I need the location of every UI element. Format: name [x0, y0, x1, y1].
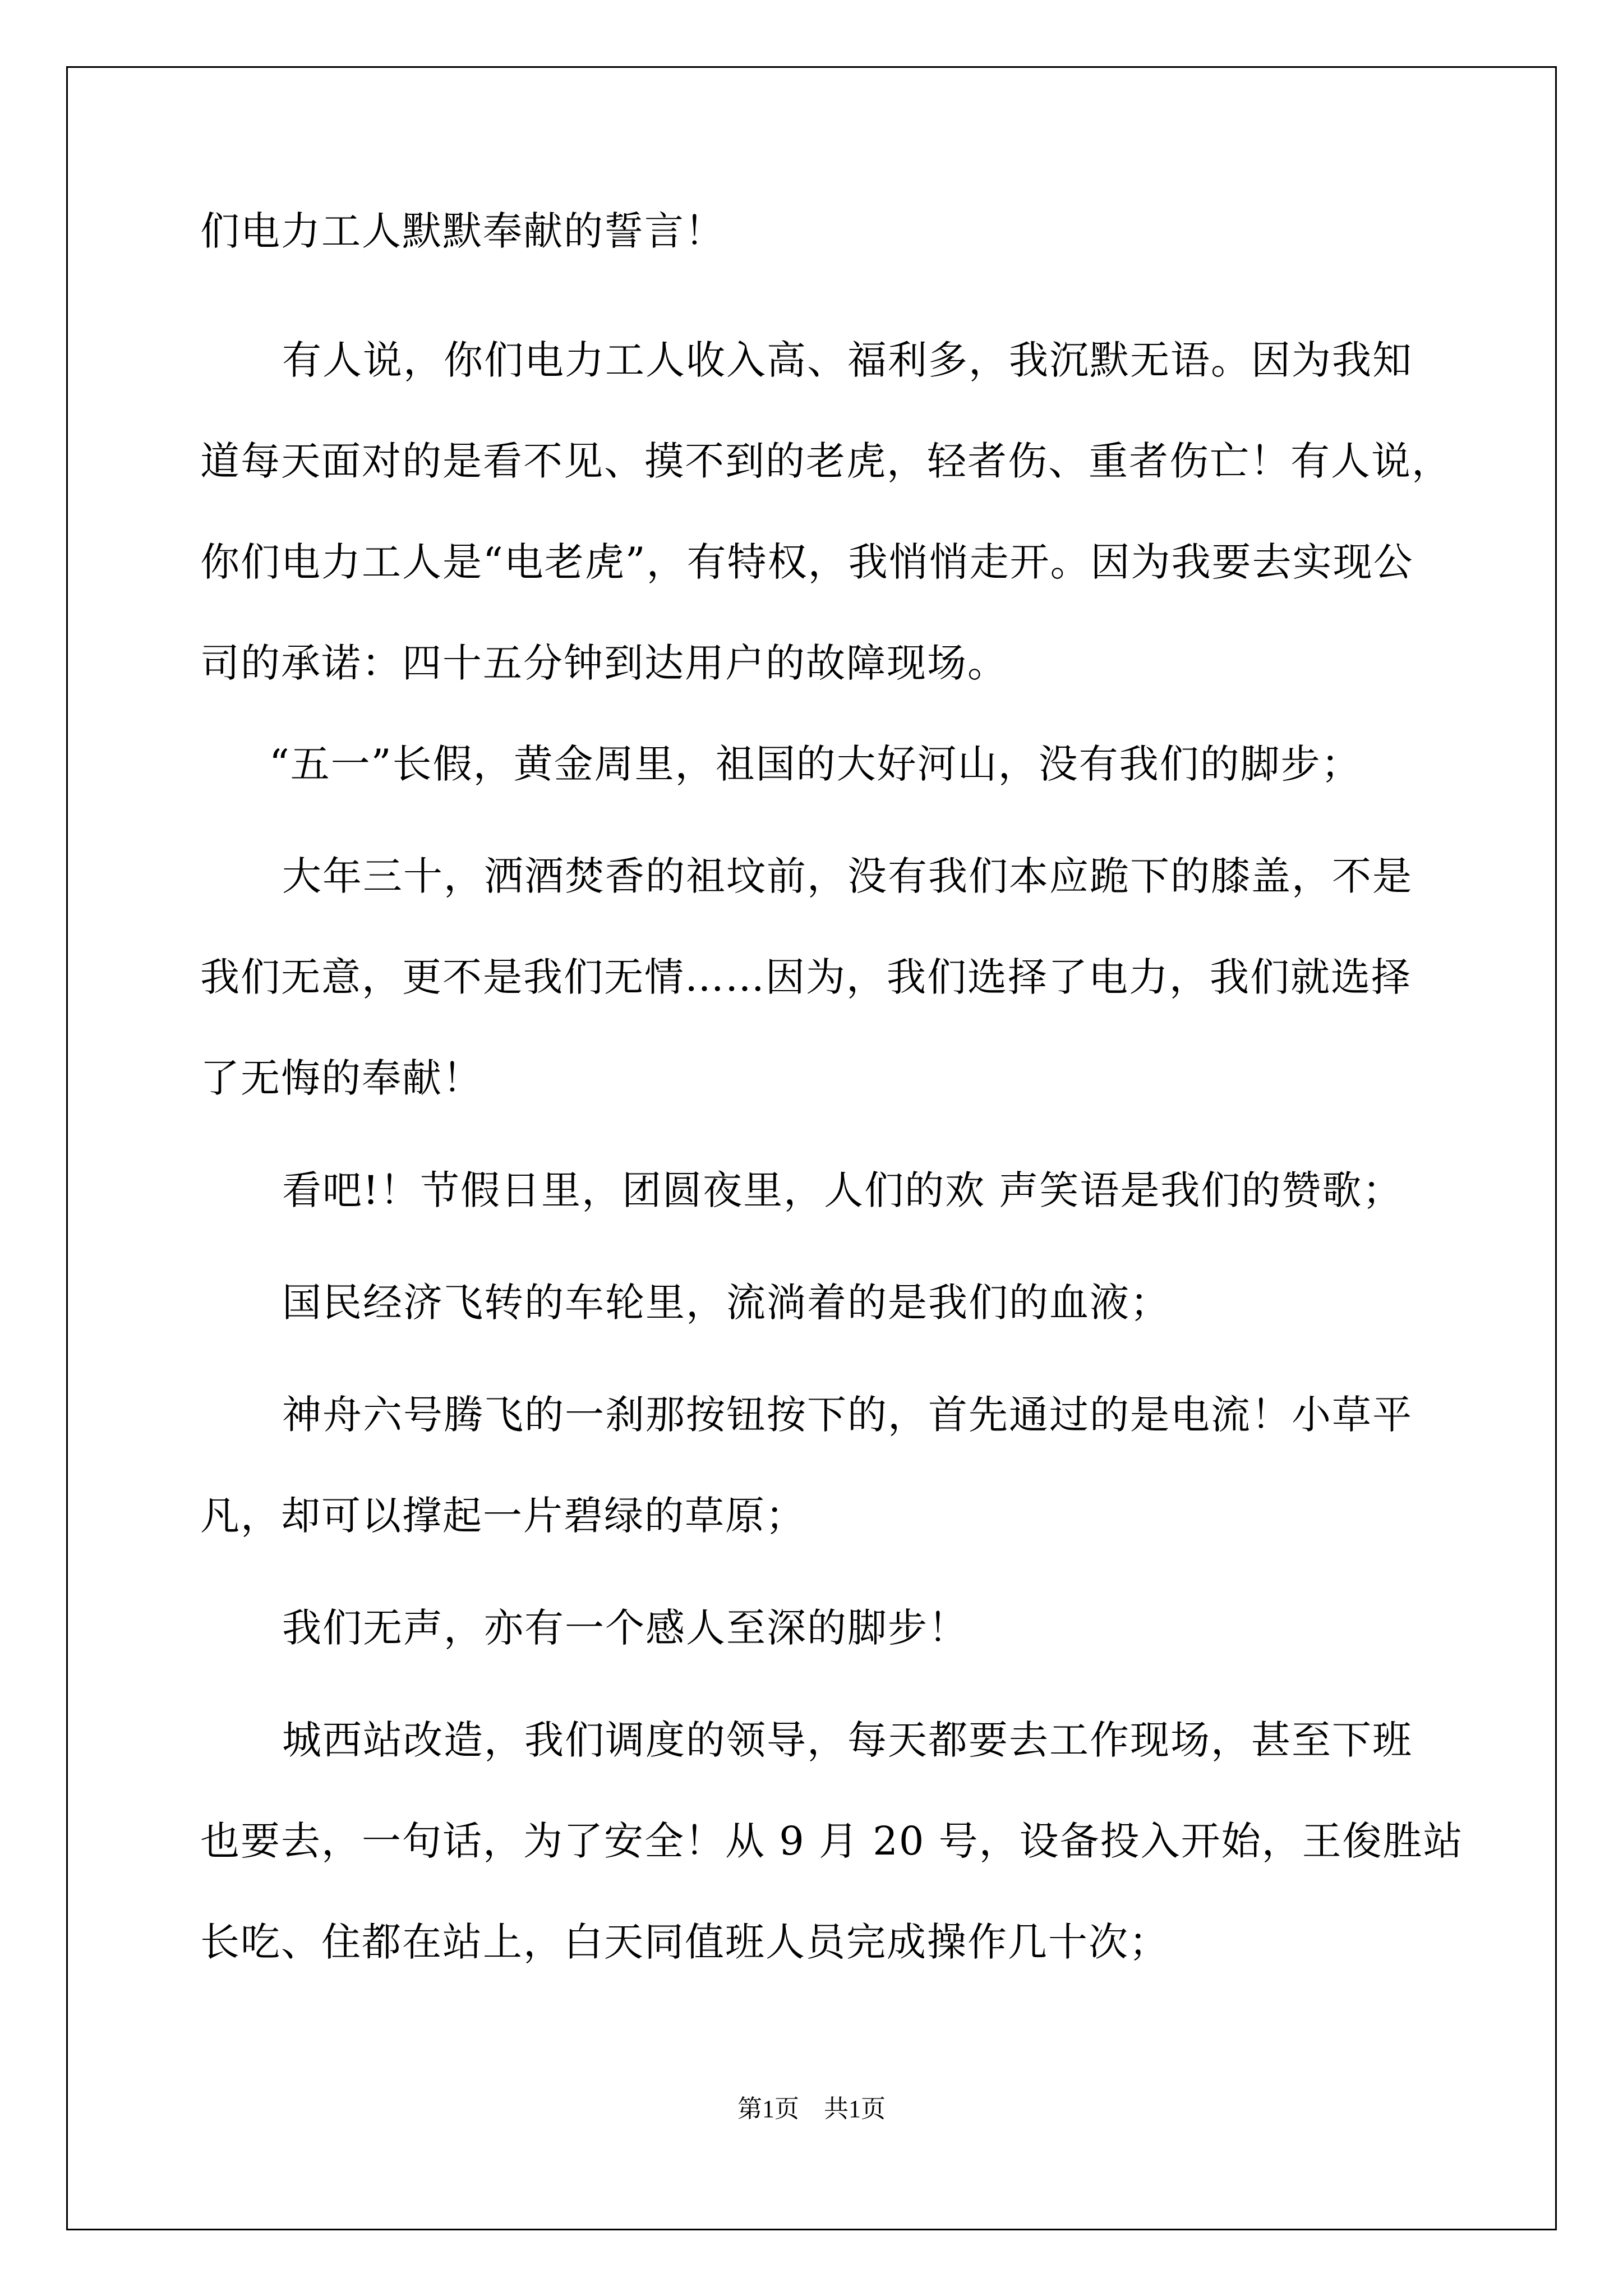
paragraph-start-line: 神舟六号腾飞的一刹那按钮按下的，首先通过的是电流！小草平	[282, 1392, 1413, 1438]
text-line: 凡，却可以撑起一片碧绿的草原；	[200, 1493, 806, 1539]
paragraph-start-line: “五一”长假，黄金周里，祖国的大好河山，没有我们的脚步；	[269, 741, 1362, 787]
paragraph-start-line: 大年三十，洒酒焚香的祖坟前，没有我们本应跪下的膝盖，不是	[282, 853, 1413, 899]
text-line: 们电力工人默默奉献的誓言！	[200, 208, 725, 254]
paragraph-start-line: 我们无声，亦有一个感人至深的脚步！	[282, 1605, 969, 1651]
paragraph-start-line: 城西站改造，我们调度的领导，每天都要去工作现场，甚至下班	[282, 1717, 1413, 1763]
text-line: 司的承诺：四十五分钟到达用户的故障现场。	[200, 640, 1008, 686]
text-line: 我们无意，更不是我们无情……因为，我们选择了电力，我们就选择	[200, 954, 1412, 1000]
text-line: 你们电力工人是“电老虎”，有特权，我悄悄走开。因为我要去实现公	[200, 539, 1414, 585]
text-line: 长吃、住都在站上，白天同值班人员完成操作几十次；	[200, 1919, 1169, 1965]
text-line: 也要去，一句话，为了安全！从 9 月 20 号，设备投入开始，王俊胜站	[200, 1818, 1464, 1864]
page-number-footer: 第1页 共1页	[737, 2095, 886, 2123]
paragraph-start-line: 有人说，你们电力工人收入高、福利多，我沉默无语。因为我知	[282, 337, 1413, 383]
page-border	[66, 66, 1557, 2230]
text-line: 了无悔的奉献！	[200, 1055, 483, 1101]
text-line: 道每天面对的是看不见、摸不到的老虎，轻者伤、重者伤亡！有人说，	[200, 438, 1452, 484]
paragraph-start-line: 国民经济飞转的车轮里，流淌着的是我们的血液；	[282, 1280, 1170, 1326]
paragraph-start-line: 看吧!！节假日里，团圆夜里，人们的欢 声笑语是我们的赞歌；	[282, 1167, 1403, 1213]
